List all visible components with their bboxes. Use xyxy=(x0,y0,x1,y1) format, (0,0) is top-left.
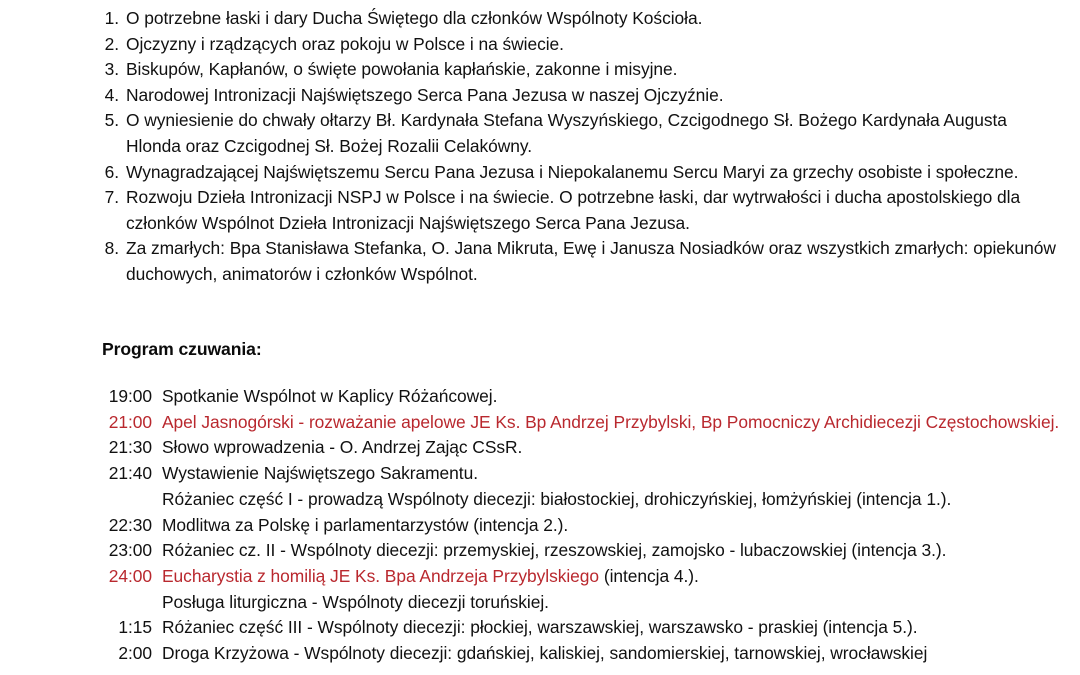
schedule-description: Apel Jasnogórski - rozważanie apelowe JE Ks. Bp Andrzej Przybylski, Bp Pomocniczy Archidiecezji Częstochowskiej. xyxy=(162,411,1060,432)
schedule-row xyxy=(96,461,1066,487)
schedule-time: 22:30 xyxy=(108,514,152,535)
schedule-row xyxy=(96,564,1066,590)
schedule-description: Spotkanie Wspólnot w Kaplicy Różańcowej. xyxy=(162,386,498,406)
intention-number: 7. xyxy=(104,187,119,208)
schedule-row xyxy=(96,410,1066,436)
schedule-time: 19:00 xyxy=(108,386,152,406)
intention-item xyxy=(100,236,1060,287)
program-schedule xyxy=(96,384,1066,667)
schedule-time: 21:00 xyxy=(108,411,152,432)
intention-number: 2. xyxy=(104,33,119,54)
intention-text: O wyniesienie do chwały ołtarzy Bł. Kardynała Stefana Wyszyńskiego, Czcigodnego Sł. Bożego Kardynała Augusta Hlonda oraz Czcigodnej Sł. Bożej Rozalii Celakówny. xyxy=(126,110,1007,156)
schedule-time: 1:15 xyxy=(118,617,152,638)
intention-item xyxy=(100,57,1060,83)
intention-number: 1. xyxy=(104,8,119,28)
schedule-description: Słowo wprowadzenia - O. Andrzej Zając CSsR. xyxy=(162,437,523,458)
schedule-time: 2:00 xyxy=(118,643,152,664)
schedule-time: 21:30 xyxy=(108,437,152,458)
intention-text: Narodowej Intronizacji Najświętszego Serca Pana Jezusa w naszej Ojczyźnie. xyxy=(126,84,724,105)
intention-item xyxy=(100,6,1060,32)
schedule-time: 21:40 xyxy=(108,463,152,484)
schedule-row xyxy=(96,513,1066,539)
schedule-time: 23:00 xyxy=(108,540,152,561)
schedule-row xyxy=(96,384,1066,410)
intention-number: 5. xyxy=(104,110,119,131)
intention-text: Biskupów, Kapłanów, o święte powołania kapłańskie, zakonne i misyjne. xyxy=(126,59,678,80)
intention-number: 3. xyxy=(104,59,119,80)
intention-item xyxy=(100,83,1060,109)
schedule-description-tail: (intencja 4.). xyxy=(603,565,699,586)
program-heading: Program czuwania: xyxy=(102,339,262,359)
intention-item xyxy=(100,32,1060,58)
schedule-description: Wystawienie Najświętszego Sakramentu. xyxy=(162,463,478,484)
schedule-description: Droga Krzyżowa - Wspólnoty diecezji: gdańskiej, kaliskiej, sandomierskiej, tarnowskiej, wrocławskiej xyxy=(162,643,928,664)
schedule-row xyxy=(96,487,1066,513)
intention-number: 6. xyxy=(104,161,119,182)
schedule-row xyxy=(96,435,1066,461)
schedule-description: Posługa liturgiczna - Wspólnoty diecezji toruńskiej. xyxy=(162,591,549,612)
schedule-description: Eucharystia z homilią JE Ks. Bpa Andrzeja Przybylskiego (intencja 4.). xyxy=(162,565,699,586)
intention-item xyxy=(100,185,1060,236)
schedule-description: Różaniec część I - prowadzą Wspólnoty diecezji: białostockiej, drohiczyńskiej, łomżyńskiej (intencja 1.). xyxy=(162,488,952,509)
intentions-list xyxy=(100,6,1060,288)
intention-number: 4. xyxy=(104,84,119,105)
schedule-row xyxy=(96,538,1066,564)
schedule-description: Różaniec część III - Wspólnoty diecezji: płockiej, warszawskiej, warszawsko - praskiej (intencja 5.). xyxy=(162,617,918,638)
schedule-time: 24:00 xyxy=(108,565,152,586)
intention-item xyxy=(100,160,1060,186)
intention-number: 8. xyxy=(104,238,119,259)
schedule-row xyxy=(96,641,1066,667)
intention-text: Ojczyzny i rządzących oraz pokoju w Polsce i na świecie. xyxy=(126,33,564,54)
schedule-row xyxy=(96,590,1066,616)
schedule-description: Modlitwa za Polskę i parlamentarzystów (intencja 2.). xyxy=(162,514,569,535)
intention-text: O potrzebne łaski i dary Ducha Świętego dla członków Wspólnoty Kościoła. xyxy=(126,8,703,28)
intention-text: Wynagradzającej Najświętszemu Sercu Pana Jezusa i Niepokalanemu Sercu Maryi za grzechy osobiste i społeczne. xyxy=(126,161,1019,182)
intention-text: Rozwoju Dzieła Intronizacji NSPJ w Polsce i na świecie. O potrzebne łaski, dar wytrwałości i ducha apostolskiego dla członków Wspólnot Dzieła Intronizacji Najświętszego Serca Pana Jezusa. xyxy=(126,187,1021,233)
schedule-row xyxy=(96,615,1066,641)
intention-item xyxy=(100,108,1060,159)
schedule-description: Różaniec cz. II - Wspólnoty diecezji: przemyskiej, rzeszowskiej, zamojsko - lubaczowskiej (intencja 3.). xyxy=(162,540,947,561)
intention-text: Za zmarłych: Bpa Stanisława Stefanka, O. Jana Mikruta, Ewę i Janusza Nosiadków oraz wszystkich zmarłych: opiekunów duchowych, animatorów i członków Wspólnot. xyxy=(126,238,1056,284)
